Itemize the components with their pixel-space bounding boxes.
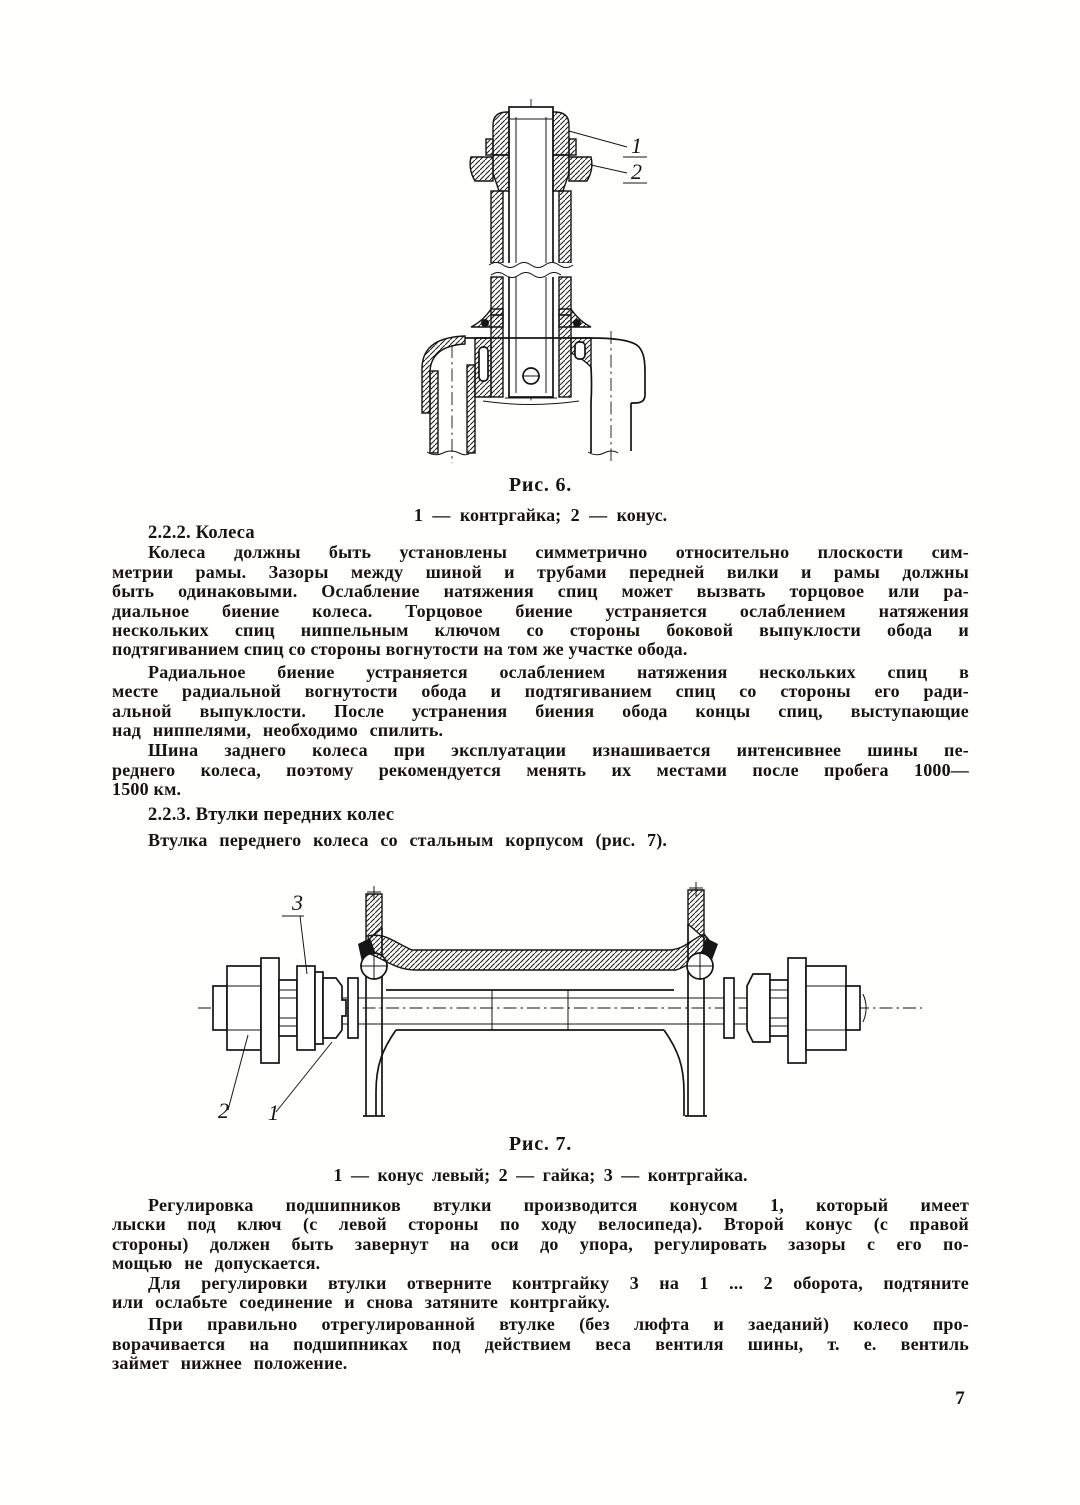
text-line: Радиальное биение устраняется ослаблением натяжения нескольких спиц в bbox=[148, 661, 969, 682]
tube-break bbox=[487, 263, 575, 278]
text-line: реднего колеса, поэтому рекомендуется менять их местами после пробега 1000— bbox=[112, 759, 969, 780]
axle-end-cap bbox=[213, 986, 227, 1030]
text-line: 1500 км. bbox=[112, 779, 182, 800]
body-text-block-2 bbox=[112, 1196, 969, 1374]
figure-6-fork-steerer-drawing bbox=[395, 95, 665, 467]
axle-thread bbox=[770, 980, 788, 1036]
callout-label-2: 2 bbox=[218, 1098, 229, 1123]
figure-7-front-hub-drawing bbox=[170, 878, 950, 1136]
bearing-race bbox=[348, 978, 358, 1038]
text-line: метрии рамы. Зазоры между шиной и трубами передней вилки и рамы должны bbox=[112, 561, 969, 582]
left-axle-assembly bbox=[213, 958, 358, 1063]
bearing-ball bbox=[481, 319, 489, 327]
text-line: 2.2.3. Втулки передних колес bbox=[148, 805, 395, 826]
text-line: альной выпуклости. После устранения биения обода концы спиц, выступающие bbox=[112, 700, 969, 721]
text-line: нескольких спиц ниппельным ключом со стороны боковой выпуклости обода и bbox=[112, 619, 969, 640]
body-text-block-1 bbox=[112, 524, 969, 850]
text-line: лыски под ключ (с левой стороны по ходу велосипеда). Второй конус (с правой bbox=[112, 1214, 969, 1235]
right-hub-flange bbox=[685, 882, 718, 1116]
text-line: мощью не допускается. bbox=[112, 1253, 321, 1274]
hub-barrel bbox=[376, 990, 684, 1116]
text-line: 2.2.2. Колеса bbox=[148, 523, 255, 543]
figure-7-legend: 1 — конус левый; 2 — гайка; 3 — контргайка. bbox=[333, 1165, 748, 1185]
text-line: займет нижнее положение. bbox=[112, 1353, 348, 1374]
text-line: или ослабьте соединение и снова затяните контргайку. bbox=[112, 1291, 610, 1312]
figure-6-legend: 1 — контргайка; 2 — конус. bbox=[413, 505, 668, 525]
page-number: 7 bbox=[955, 1388, 965, 1409]
text-line: Втулка переднего колеса со стальным корпусом (рис. 7). bbox=[148, 829, 668, 850]
text-line: ворачивается на подшипниках под действием веса вентиля шины, т. е. вентиль bbox=[112, 1333, 969, 1354]
washer bbox=[315, 972, 323, 1044]
cone-right bbox=[747, 974, 770, 1042]
right-axle-assembly bbox=[724, 958, 866, 1063]
hub-shell-section bbox=[368, 934, 714, 970]
figure-6-caption: Рис. 6. bbox=[508, 474, 573, 496]
axle-nut bbox=[227, 966, 261, 1050]
text-line: стороны) должен быть завернут на оси до упора, регулировать зазоры с его по- bbox=[112, 1233, 969, 1254]
locknut bbox=[297, 966, 315, 1050]
text-line: При правильно отрегулированной втулке (без люфта и заеданий) колесо про- bbox=[148, 1314, 969, 1335]
washer-disc bbox=[261, 958, 279, 1063]
callout-label-1: 1 bbox=[268, 1100, 279, 1125]
text-line: Для регулировки втулки отверните контргайку 3 на 1 ... 2 оборота, подтяните bbox=[148, 1272, 969, 1293]
tube-wall-left bbox=[491, 191, 503, 263]
text-line: подтягиванием спиц со стороны вогнутости на том же участке обода. bbox=[112, 639, 688, 660]
callout-label-3: 3 bbox=[292, 890, 303, 915]
text-line: Шина заднего колеса при эксплуатации изнашивается интенсивнее шины пе- bbox=[148, 740, 969, 761]
text-line: диальное биение колеса. Торцовое биение устраняется ослаблением натяжения bbox=[112, 600, 969, 621]
figure-7-caption: Рис. 7. bbox=[508, 1133, 573, 1155]
cone-left bbox=[323, 978, 346, 1038]
bearing-ball bbox=[573, 319, 581, 327]
text-line: Регулировка подшипников втулки производится конусом 1, который имеет bbox=[148, 1195, 969, 1215]
text-line: Колеса должны быть установлены симметрично относительно плоскости сим- bbox=[148, 542, 969, 563]
text-line: над ниппелями, необходимо спилить. bbox=[112, 719, 444, 740]
left-hub-flange bbox=[358, 886, 388, 1116]
callout-label-1: 1 bbox=[631, 133, 642, 158]
bearing-race bbox=[724, 978, 734, 1038]
tube-wall-right bbox=[559, 191, 571, 263]
callout-label-2: 2 bbox=[631, 159, 642, 184]
text-line: месте радиальной вогнутости обода и подтягиванием спиц со стороны его ради- bbox=[112, 681, 969, 702]
axle-thread bbox=[279, 980, 297, 1036]
washer-disc bbox=[788, 958, 806, 1063]
text-line: быть одинаковыми. Ослабление натяжения спиц может вызвать торцовое или ра- bbox=[112, 581, 969, 602]
axle-end-cap bbox=[846, 986, 860, 1030]
axle-nut bbox=[806, 966, 846, 1050]
